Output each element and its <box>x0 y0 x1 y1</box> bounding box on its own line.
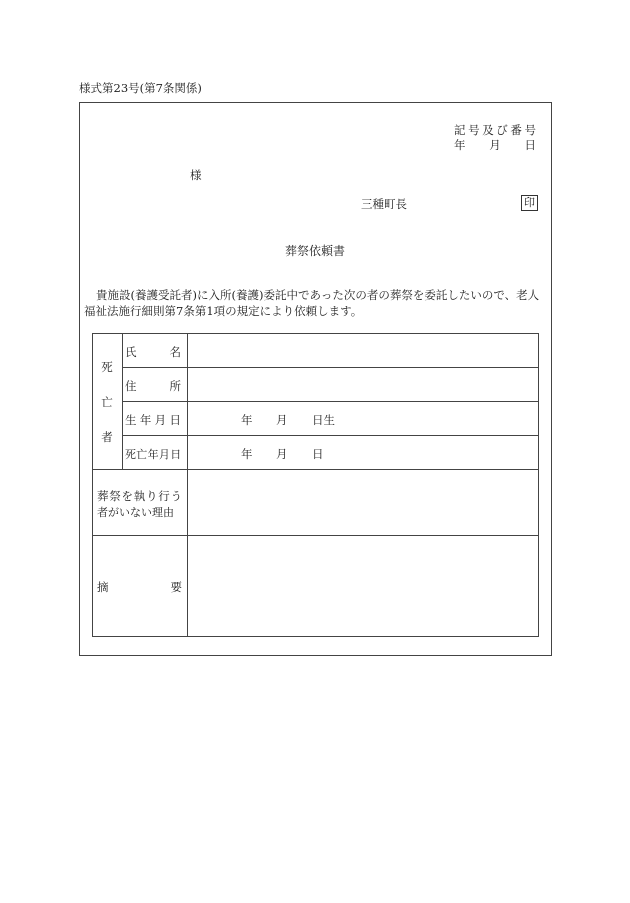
summary-label-char: 要 <box>170 580 182 594</box>
birth-year-unit: 年 <box>241 413 253 427</box>
date-month: 月 <box>489 138 501 152</box>
birth-label-char: 日 <box>169 413 181 427</box>
reason-label-char: 祭 <box>109 489 121 503</box>
name-label-char: 氏 <box>125 345 137 359</box>
seal-mark <box>521 195 538 211</box>
birth-date-label <box>125 412 181 428</box>
birth-label-char: 年 <box>139 413 152 427</box>
reason-label-char: 執 <box>133 489 146 503</box>
birth-date-field[interactable] <box>188 402 538 435</box>
address-label <box>125 378 181 394</box>
form-label: 様式第23号(第7条関係) <box>79 81 202 95</box>
reason-label-char: を <box>121 489 133 503</box>
name-label-char: 名 <box>169 345 181 359</box>
deceased-group-label-1: 死 <box>101 360 113 374</box>
doc-number-char: び <box>496 123 508 137</box>
date-label <box>454 137 536 153</box>
birth-day-unit: 日生 <box>312 413 335 427</box>
death-month-unit: 月 <box>276 447 288 461</box>
reason-label-char: 葬 <box>97 489 109 503</box>
name-label <box>125 344 181 360</box>
address-label-char: 住 <box>125 379 137 393</box>
reason-label-char: り <box>146 489 158 503</box>
deceased-group-label-2: 亡 <box>101 395 113 409</box>
name-field[interactable] <box>188 334 538 367</box>
body-text: 貴施設(養護受託者)に入所(養護)委託中であった次の者の葬祭を委託したいので、老人福祉法施行細則第7条第1項の規定により依頼します。 <box>84 288 540 318</box>
death-year-unit: 年 <box>241 447 253 461</box>
doc-number-char: 記 <box>454 123 466 137</box>
death-date-label: 死亡年月日 <box>125 448 182 461</box>
address-label-char: 所 <box>169 379 181 393</box>
birth-month-unit: 月 <box>276 413 288 427</box>
reason-label-char: 行 <box>158 489 170 503</box>
reason-field[interactable] <box>188 470 538 535</box>
addressee-honorific: 様 <box>190 168 202 182</box>
reason-label-char: う <box>170 489 182 503</box>
birth-label-char: 生 <box>125 413 137 427</box>
date-year: 年 <box>454 138 466 152</box>
seal-label: 印 <box>521 195 538 211</box>
document-title: 葬祭依頼書 <box>285 244 346 258</box>
document-number-label <box>454 122 536 138</box>
deceased-group-label-3: 者 <box>101 430 113 444</box>
address-field[interactable] <box>188 368 538 401</box>
death-date-field[interactable] <box>188 436 538 469</box>
summary-label <box>97 579 182 595</box>
doc-number-char: 及 <box>482 123 494 137</box>
doc-number-char: 番 <box>510 123 522 137</box>
reason-label-line2: 者がいない理由 <box>97 506 174 519</box>
form-table <box>92 333 539 637</box>
doc-number-char: 号 <box>524 123 536 137</box>
birth-label-char: 月 <box>154 413 167 427</box>
doc-number-char: 号 <box>468 123 480 137</box>
summary-label-char: 摘 <box>97 580 109 594</box>
sender-title: 三種町長 <box>361 197 407 211</box>
date-day: 日 <box>524 138 536 152</box>
reason-label-line1 <box>97 488 182 504</box>
death-day-unit: 日 <box>312 447 324 461</box>
summary-field[interactable] <box>188 536 538 636</box>
